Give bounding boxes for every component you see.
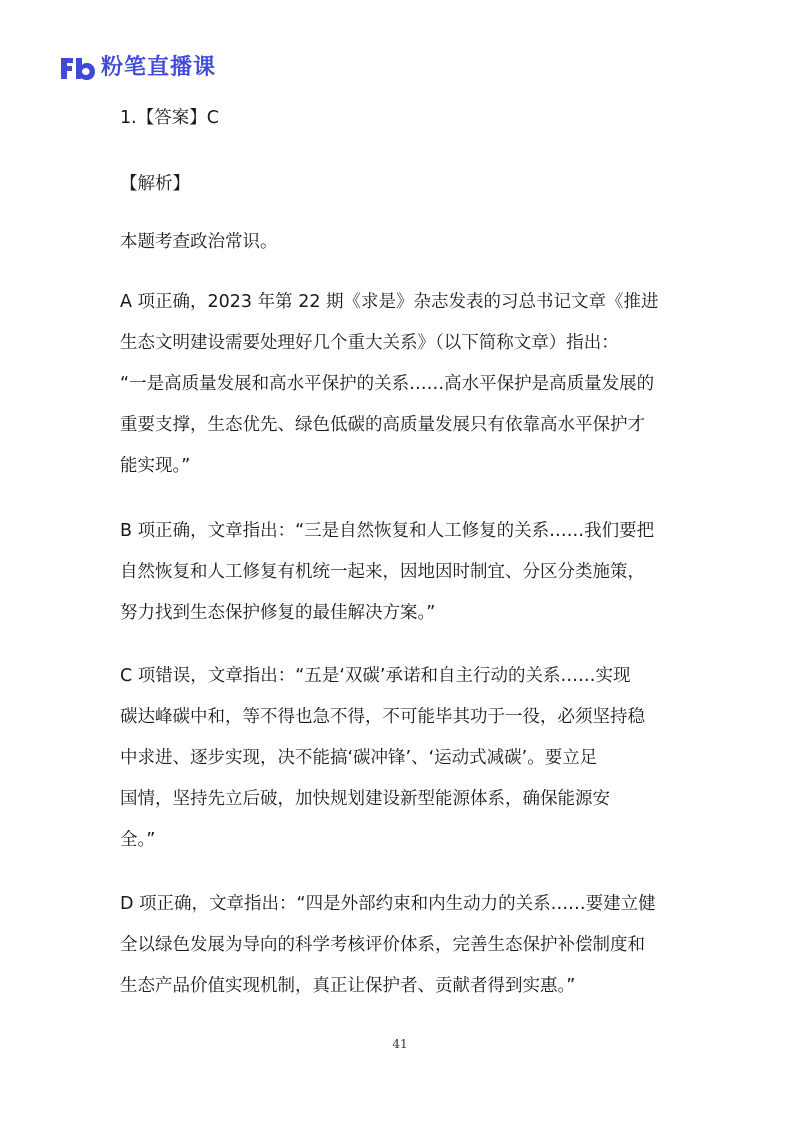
option-c-line: 碳达峰碳中和，等不得也急不得，不可能毕其功于一役，必须坚持稳 <box>120 707 645 727</box>
option-a-line: 重要支撑，生态优先、绿色低碳的高质量发展只有依靠高水平保护才 <box>120 415 645 435</box>
option-c-line: 全。” <box>120 830 156 850</box>
intro-paragraph: 本题考查政治常识。 <box>120 232 278 252</box>
page-number: 41 <box>392 1037 408 1051</box>
fb-logo-icon <box>57 54 97 82</box>
option-d-line: 全以绿色发展为导向的科学考核评价体系，完善生态保护补偿制度和 <box>120 935 645 955</box>
option-b-line: 自然恢复和人工修复有机统一起来，因地因时制宜、分区分类施策， <box>120 562 645 582</box>
option-d-line: D 项正确，文章指出：“四是外部约束和内生动力的关系……要建立健 <box>120 894 656 914</box>
option-c-line: 中求进、逐步实现，决不能搞‘碳冲锋’、‘运动式减碳’。要立足 <box>120 748 598 768</box>
option-a-line: “一是高质量发展和高水平保护的关系……高水平保护是高质量发展的 <box>120 374 655 394</box>
brand-logo <box>57 52 216 84</box>
option-a-line: 生态文明建设需要处理好几个重大关系》（以下简称文章）指出： <box>120 333 619 353</box>
option-a-line: 能实现。” <box>120 456 191 476</box>
analysis-label: 【解析】 <box>120 174 190 194</box>
answer-title: 1.【答案】C <box>120 108 219 128</box>
option-d-line: 生态产品价值实现机制，真正让保护者、贡献者得到实惠。” <box>120 976 576 996</box>
option-b-line: B 项正确，文章指出：“三是自然恢复和人工修复的关系……我们要把 <box>120 521 655 541</box>
option-c-line: C 项错误，文章指出：“五是‘双碳’承诺和自主行动的关系……实现 <box>120 666 631 686</box>
option-a-line: A 项正确，2023 年第 22 期《求是》杂志发表的习总书记文章《推进 <box>120 292 659 312</box>
option-b-line: 努力找到生态保护修复的最佳解决方案。” <box>120 603 436 623</box>
option-c-line: 国情，坚持先立后破，加快规划建设新型能源体系，确保能源安 <box>120 789 610 809</box>
logo-text: 粉笔直播课 <box>101 55 217 80</box>
